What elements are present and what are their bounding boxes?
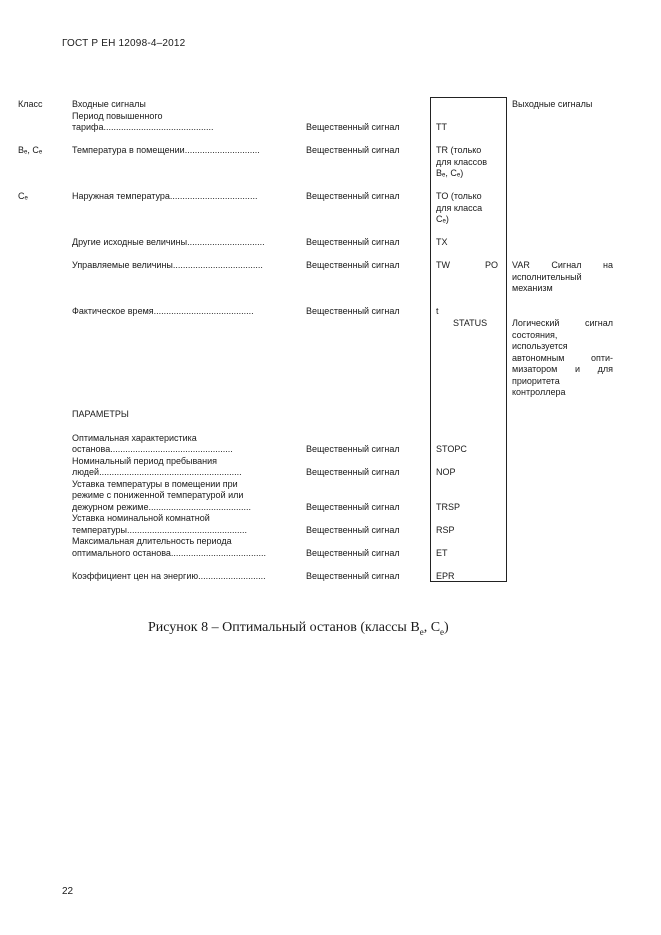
param-rsp-line1: Уставка номинальной комнатной [72,513,210,523]
param-stopc-line2: останова................................................. [72,444,233,454]
block-input-t: t [436,306,439,316]
block-param-trsp: TRSP [436,502,461,512]
block-input-tr-line1: TR (только [436,145,482,155]
outdoor-temp-label: Наружная температура................................... [72,191,258,201]
signal-type-tx: Вещественный сигнал [306,237,400,247]
signal-type-nop: Вещественный сигнал [306,467,400,477]
room-temp-label: Температура в помещении.............................. [72,145,260,155]
block-param-et: ET [436,548,448,558]
param-trsp-line1: Уставка температуры в помещении при [72,479,238,489]
block-param-nop: NOP [436,467,456,477]
inputs-column-header: Входные сигналы [72,99,146,109]
controlled-values-label: Управляемые величины.................................... [72,260,263,270]
signal-type-t: Вещественный сигнал [306,306,400,316]
block-output-po: PO [485,260,499,270]
outputs-column-header: Выходные сигналы [512,99,593,109]
signal-type-tt: Вещественный сигнал [306,122,400,132]
block-input-tx: TX [436,237,448,247]
param-et-line2: оптимального останова...................................... [72,548,266,558]
block-input-tw: TW [436,260,450,270]
signal-type-trsp: Вещественный сигнал [306,502,400,512]
block-input-to-line1: TO (только [436,191,482,201]
signal-type-stopc: Вещественный сигнал [306,444,400,454]
room-temp-class: Bₑ, Cₑ [18,145,43,155]
block-param-epr: EPR [436,571,455,581]
other-inputs-label: Другие исходные величины............................... [72,237,265,247]
signal-type-to: Вещественный сигнал [306,191,400,201]
block-input-to-line2: для класса [436,203,483,213]
param-nop-line1: Номинальный период пребывания [72,456,218,466]
signal-type-tr: Вещественный сигнал [306,145,400,155]
output-status-description: Логический сигнал состояния, используется автономным опти- мизатором и для приоритета контроллера [512,318,613,397]
outdoor-temp-class: Cₑ [18,191,28,201]
param-epr-label: Коэффициент цен на энергию........................... [72,571,266,581]
param-trsp-line3: дежурном режиме......................................... [72,502,252,512]
actual-time-label: Фактическое время........................................ [72,306,254,316]
document-header: ГОСТ Р ЕН 12098-4–2012 [62,38,186,49]
block-output-status: STATUS [453,318,488,328]
block-input-tt: TT [436,122,447,132]
block-param-stopc: STOPC [436,444,467,454]
param-rsp-line2: температуры................................................ [72,525,248,535]
signal-type-epr: Вещественный сигнал [306,571,400,581]
figure-caption: Рисунок 8 – Оптимальный останов (классы $B_e$, $C_e$) [148,620,449,637]
param-nop-line2: людей......................................................... [72,467,242,477]
param-trsp-line2: режиме с пониженной температурой или [72,490,244,500]
block-input-tr-line3: Bₑ, Cₑ) [436,168,464,178]
boost-period-label-line2: тарифа............................................ [72,122,214,132]
block-input-tr-line2: для классов [436,157,488,167]
output-var-description: VAR Сигнал на исполнительный механизм [512,260,613,293]
boost-period-label-line1: Период повышенного [72,111,163,121]
parameters-title: ПАРАМЕТРЫ [72,409,129,419]
page-number: 22 [62,886,74,897]
class-column-header: Класс [18,99,43,109]
signal-type-rsp: Вещественный сигнал [306,525,400,535]
block-param-rsp: RSP [436,525,455,535]
signal-type-et: Вещественный сигнал [306,548,400,558]
signal-type-tw: Вещественный сигнал [306,260,400,270]
param-stopc-line1: Оптимальная характеристика [72,433,197,443]
param-et-line1: Максимальная длительность периода [72,536,232,546]
block-input-to-line3: Cₑ) [436,214,449,224]
